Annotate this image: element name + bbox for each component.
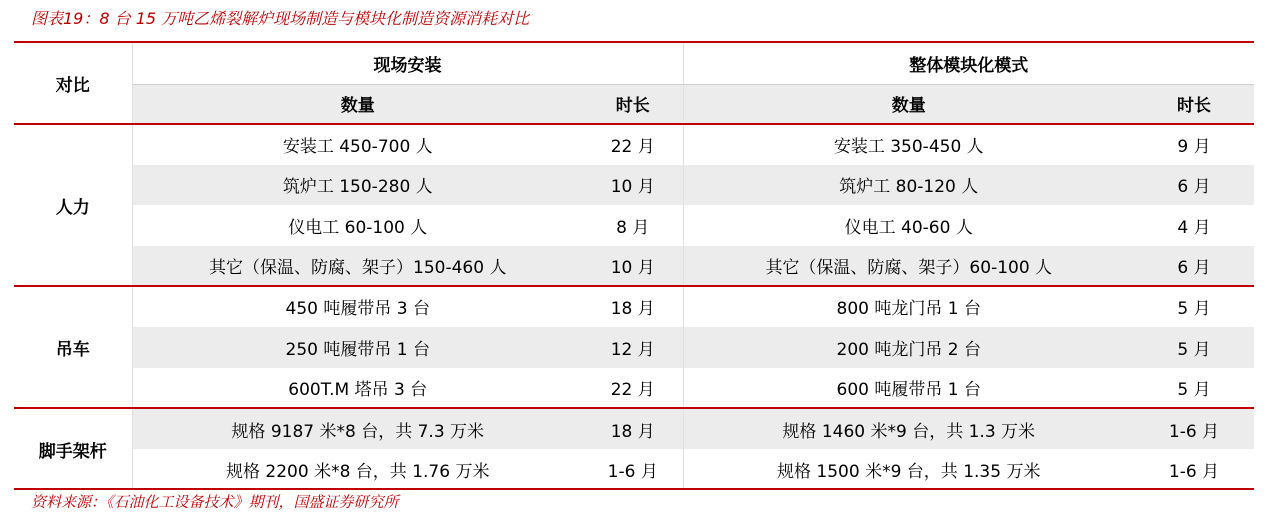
onsite-duration-cell: 1-6 月 <box>607 461 658 482</box>
table-row <box>14 205 1254 246</box>
header-modular-quantity: 数量 <box>683 84 1134 124</box>
header-row-groups <box>14 43 1254 84</box>
header-onsite: 现场安装 <box>132 43 683 84</box>
modular-quantity-cell: 筑炉工 80-120 人 <box>683 165 1134 206</box>
onsite-duration-cell: 22 月 <box>583 368 683 409</box>
modular-duration-cell: 6 月 <box>1134 165 1254 206</box>
onsite-duration-cell: 18 月 <box>583 408 683 449</box>
modular-duration-cell: 9 月 <box>1177 137 1211 158</box>
table-row <box>14 327 1254 368</box>
header-onsite-duration: 时长 <box>583 84 683 124</box>
header-modular-duration: 时长 <box>1134 84 1254 124</box>
group-label-cranes: 吊车 <box>14 286 132 408</box>
table-row <box>14 408 1254 449</box>
comparison-table <box>14 43 1254 489</box>
onsite-duration-cell: 10 月 <box>583 246 683 287</box>
modular-quantity-cell: 安装工 350-450 人 <box>683 124 1134 165</box>
onsite-quantity-cell: 规格 9187 米*8 台，共 7.3 万米 <box>132 408 583 449</box>
table-row <box>14 286 1254 327</box>
modular-duration-cell: 4 月 <box>1177 217 1211 238</box>
footer-divider <box>14 488 1254 490</box>
figure-title: 图表19：8 台 15 万吨乙烯裂解炉现场制造与模块化制造资源消耗对比 <box>31 9 530 28</box>
modular-quantity-cell: 600 吨履带吊 1 台 <box>683 368 1134 409</box>
table-row <box>14 368 1254 409</box>
onsite-quantity-cell: 其它（保温、防腐、架子）150-460 人 <box>132 246 583 287</box>
onsite-quantity-cell: 安装工 450-700 人 <box>282 137 433 158</box>
onsite-duration-cell: 12 月 <box>583 327 683 368</box>
onsite-quantity-cell: 450 吨履带吊 3 台 <box>285 299 430 320</box>
header-row-columns <box>14 84 1254 124</box>
header-onsite-quantity: 数量 <box>132 84 583 124</box>
onsite-duration-cell: 10 月 <box>583 165 683 206</box>
table-row <box>14 165 1254 206</box>
header-compare: 对比 <box>14 43 132 124</box>
onsite-quantity-cell: 筑炉工 150-280 人 <box>132 165 583 206</box>
group-label-manpower: 人力 <box>14 124 132 286</box>
source-note: 资料来源：《石油化工设备技术》期刊，国盛证券研究所 <box>31 493 399 511</box>
modular-quantity-cell: 规格 1460 米*9 台，共 1.3 万米 <box>683 408 1134 449</box>
onsite-duration-cell: 18 月 <box>610 299 655 320</box>
onsite-duration-cell: 22 月 <box>610 137 655 158</box>
modular-duration-cell: 1-6 月 <box>1168 461 1220 482</box>
modular-duration-cell: 6 月 <box>1134 246 1254 287</box>
modular-duration-cell: 1-6 月 <box>1134 408 1254 449</box>
table-row <box>14 449 1254 490</box>
header-modular: 整体模块化模式 <box>683 43 1254 84</box>
modular-duration-cell: 5 月 <box>1177 299 1211 320</box>
modular-duration-cell: 5 月 <box>1134 368 1254 409</box>
onsite-quantity-cell: 250 吨履带吊 1 台 <box>132 327 583 368</box>
table-row <box>14 124 1254 165</box>
onsite-quantity-cell: 600T.M 塔吊 3 台 <box>132 368 583 409</box>
modular-quantity-cell: 800 吨龙门吊 1 台 <box>683 286 1134 327</box>
modular-quantity-cell: 200 吨龙门吊 2 台 <box>683 327 1134 368</box>
table-row <box>14 246 1254 287</box>
onsite-duration-cell: 8 月 <box>616 217 650 238</box>
onsite-quantity-cell: 规格 2200 米*8 台，共 1.76 万米 <box>226 461 490 482</box>
modular-duration-cell: 5 月 <box>1134 327 1254 368</box>
modular-quantity-cell: 规格 1500 米*9 台，共 1.35 万米 <box>683 449 1134 490</box>
modular-quantity-cell: 其它（保温、防腐、架子）60-100 人 <box>683 246 1134 287</box>
modular-quantity-cell: 仪电工 40-60 人 <box>683 205 1134 246</box>
onsite-quantity-cell: 仪电工 60-100 人 <box>288 217 428 238</box>
group-label-scaffolding: 脚手架杆 <box>14 408 132 489</box>
